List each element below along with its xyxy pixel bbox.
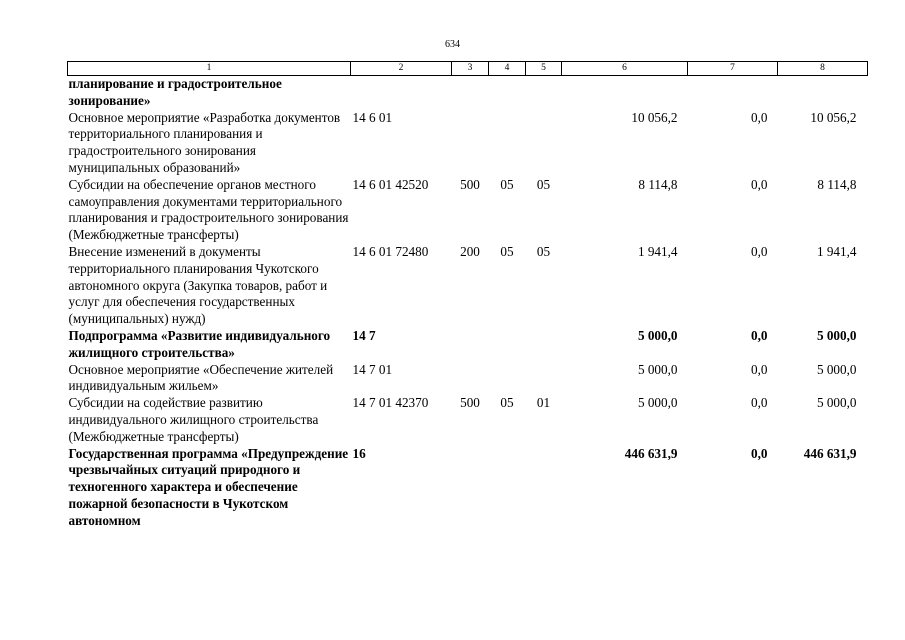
cell-col3: [452, 76, 489, 110]
cell-name: Подпрограмма «Развитие индивидуального жилищного строительства»: [68, 327, 331, 360]
header-cell-3: 3: [452, 62, 489, 76]
table-header-row: [68, 62, 868, 76]
table-row: [68, 110, 868, 177]
table-row: [68, 328, 868, 362]
header-cell-4: 4: [489, 62, 526, 76]
cell-col7: 0,0: [751, 445, 768, 461]
cell-col8: 8 114,8: [817, 176, 857, 192]
cell-col5: [526, 76, 562, 110]
cell-col7: 0,0: [751, 109, 768, 125]
cell-name: Основное мероприятие «Обеспечение жителей индивидуальным жильем»: [68, 361, 334, 394]
header-cell-6: 6: [562, 62, 688, 76]
cell-col6: [562, 76, 688, 110]
header-cell-8: 8: [778, 62, 868, 76]
cell-col7: 0,0: [751, 176, 768, 192]
cell-code: 16: [352, 445, 366, 461]
cell-col8: 446 631,9: [803, 445, 857, 461]
table-row: [68, 177, 868, 244]
cell-name: Основное мероприятие «Разработка документов территориального планирования и градостроительного зонирования муниципальных образований»: [68, 109, 341, 175]
table-body: [68, 76, 868, 530]
cell-col5: [526, 446, 562, 530]
header-cell-1: 1: [68, 62, 351, 76]
cell-col6: 5 000,0: [637, 395, 678, 411]
cell-col4: 05: [500, 395, 514, 411]
budget-table: [67, 61, 868, 530]
cell-code: 14 7 01 42370: [352, 395, 429, 411]
cell-col6: 5 000,0: [637, 361, 678, 377]
cell-col5: 01: [536, 395, 551, 411]
cell-col3: [452, 110, 489, 177]
cell-col8: 5 000,0: [816, 395, 857, 411]
cell-col3: 500: [460, 176, 480, 192]
cell-col3: 500: [460, 395, 480, 411]
table-row: [68, 362, 868, 396]
cell-code: 14 6 01 72480: [352, 243, 429, 259]
cell-code: [351, 76, 452, 110]
cell-col8: 10 056,2: [810, 109, 857, 125]
cell-col6: 8 114,8: [638, 176, 678, 192]
cell-col4: [489, 362, 526, 396]
cell-col5: [526, 328, 562, 362]
cell-col4: [489, 446, 526, 530]
cell-col5: 05: [536, 243, 551, 259]
cell-name: Государственная программа «Предупреждение чрезвычайных ситуаций природного и техногенного характера и обеспечение пожарной безопасности в Чукотском автономном: [68, 445, 349, 528]
table-row: [68, 446, 868, 530]
cell-col4: [489, 76, 526, 110]
cell-col7: 0,0: [751, 327, 768, 343]
cell-col6: 446 631,9: [624, 445, 678, 461]
cell-col4: [489, 110, 526, 177]
header-cell-7: 7: [688, 62, 778, 76]
cell-code: 14 7 01: [352, 361, 393, 377]
cell-col6: 1 941,4: [637, 243, 678, 259]
cell-col7: 0,0: [751, 395, 768, 411]
cell-col7: [688, 76, 778, 110]
header-cell-2: 2: [351, 62, 452, 76]
cell-col8: 1 941,4: [816, 243, 857, 259]
cell-col6: 5 000,0: [637, 327, 678, 343]
cell-col5: [526, 110, 562, 177]
cell-code: 14 6 01 42520: [352, 176, 429, 192]
cell-name: планирование и градостроительное зонирование»: [68, 76, 282, 108]
cell-code: 14 6 01: [352, 109, 393, 125]
cell-col7: 0,0: [751, 243, 768, 259]
header-cell-5: 5: [526, 62, 562, 76]
cell-name: Внесение изменений в документы территориального планирования Чукотского автономного округа (Закупка товаров, работ и услуг для обеспечения государственных (муниципальных) нужд): [68, 243, 328, 327]
cell-code: 14 7: [352, 327, 376, 343]
cell-name: Субсидии на содействие развитию индивидуального жилищного строительства (Межбюджетные трансферты): [68, 395, 319, 444]
cell-name: Субсидии на обеспечение органов местного самоуправления документами территориального планирования и градостроительного зонирования (Межбюджетные трансферты): [68, 176, 349, 243]
cell-col8: 5 000,0: [816, 361, 857, 377]
cell-col5: [526, 362, 562, 396]
cell-col8: [778, 76, 868, 110]
table-row: [68, 244, 868, 328]
cell-col3: [452, 446, 489, 530]
cell-col4: [489, 328, 526, 362]
cell-col5: 05: [536, 176, 551, 192]
table-row: [68, 76, 868, 110]
cell-col6: 10 056,2: [631, 109, 678, 125]
cell-col4: 05: [500, 176, 514, 192]
table-row: [68, 395, 868, 445]
cell-col8: 5 000,0: [816, 327, 857, 343]
cell-col4: 05: [500, 243, 514, 259]
cell-col3: [452, 362, 489, 396]
cell-col3: [452, 328, 489, 362]
cell-col7: 0,0: [751, 361, 768, 377]
page-number: 634: [445, 39, 460, 50]
cell-col3: 200: [460, 243, 480, 259]
